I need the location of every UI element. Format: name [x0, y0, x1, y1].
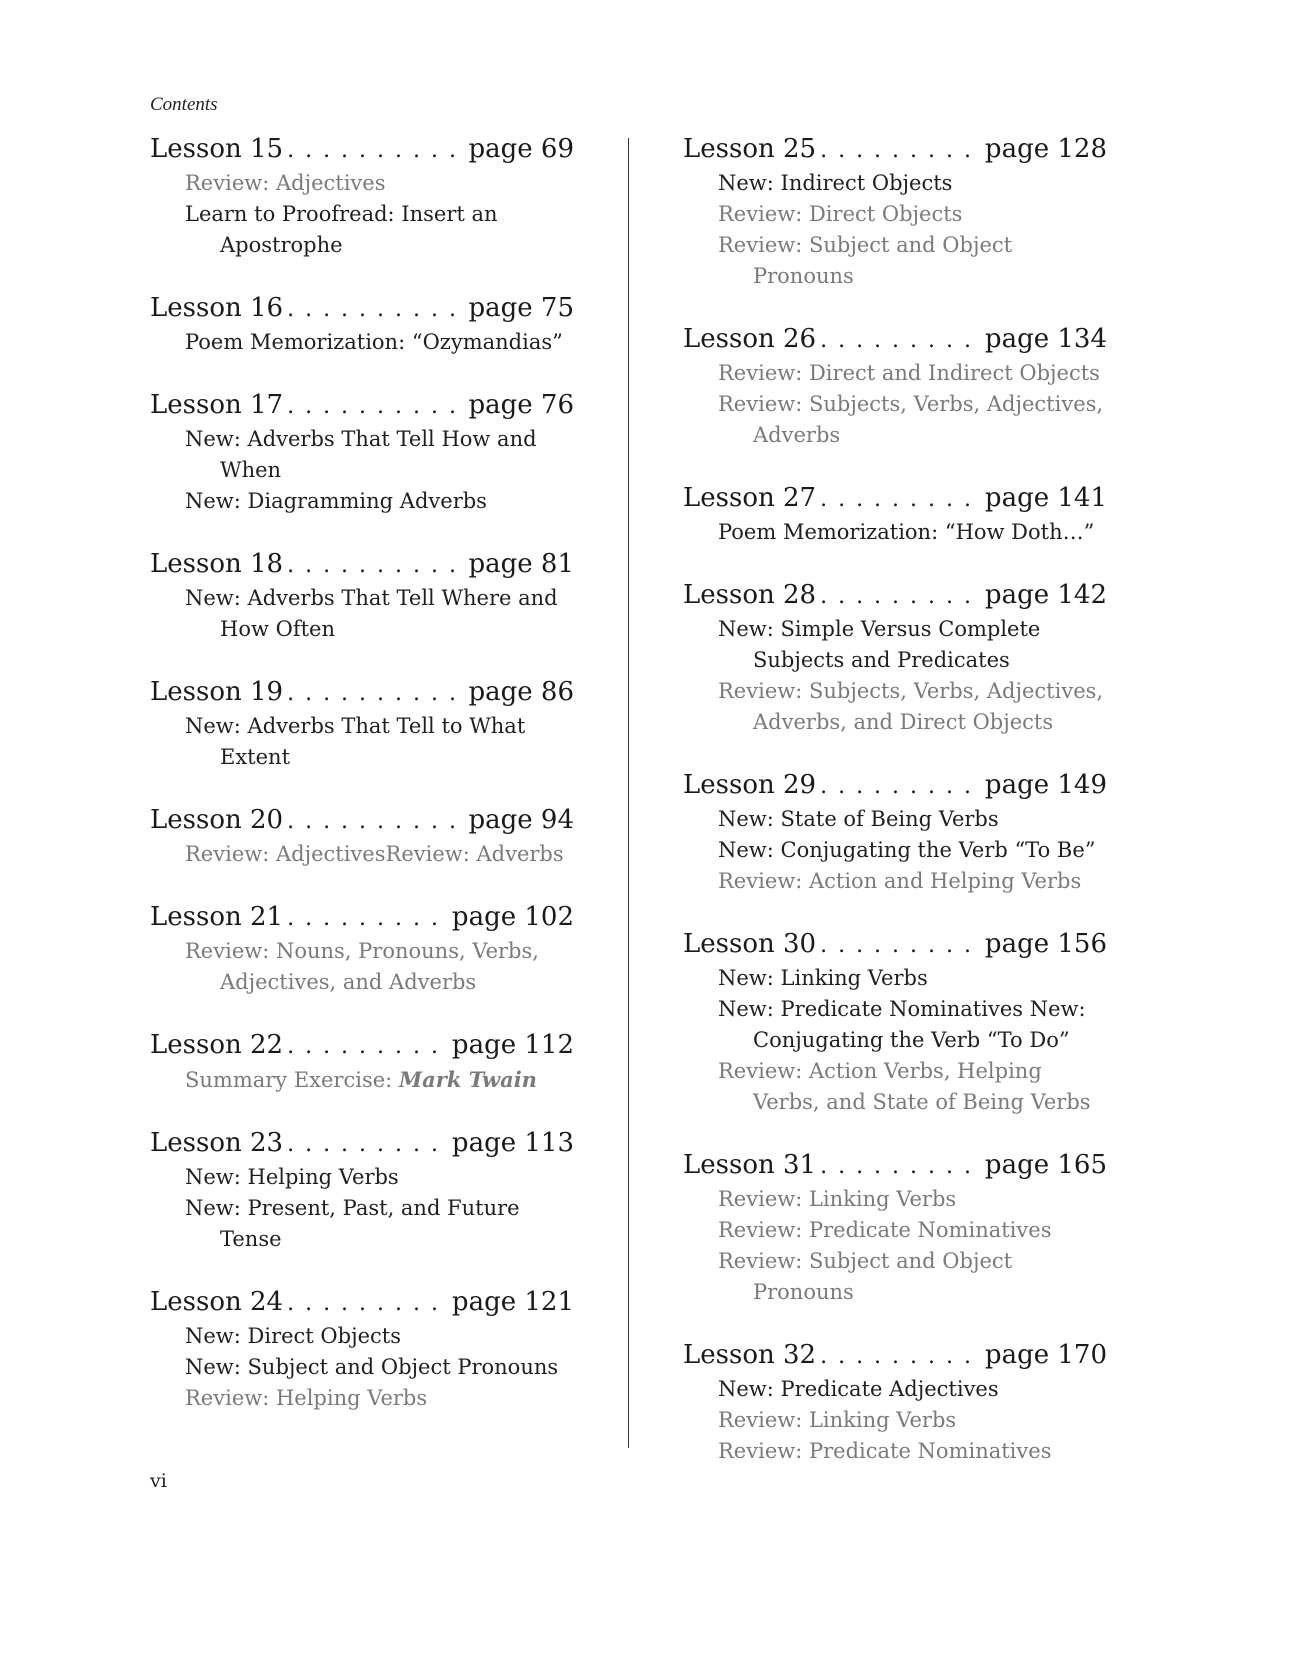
toc-entry-heading [683, 578, 1107, 614]
lesson-page-number: page 102 [451, 902, 574, 932]
toc-entry-heading [150, 132, 574, 168]
toc-subitem-text: New: Predicate Adjectives [718, 1377, 999, 1401]
toc-entry [683, 1338, 1107, 1467]
toc-entry-heading [683, 1338, 1107, 1374]
toc-subitem-text: New: Linking Verbs [718, 966, 928, 990]
toc-subitem-text: Learn to Proofread: Insert an Apostrophe [185, 202, 498, 257]
toc-subitem [683, 1184, 1107, 1215]
lesson-title: Lesson 31 [683, 1150, 817, 1180]
lesson-title: Lesson 32 [683, 1340, 817, 1370]
lesson-title: Lesson 23 [150, 1128, 284, 1158]
toc-subitem [683, 1246, 1107, 1308]
lesson-title: Lesson 20 [150, 805, 284, 835]
toc-subitem-text: Review: Linking Verbs [718, 1187, 957, 1211]
toc-subitem-text: Review: Nouns, Pronouns, Verbs, Adjectives, and Adverbs [185, 939, 539, 994]
toc-subitem-text: Review: Direct and Indirect Objects [718, 361, 1100, 385]
toc-subitem-text: Review: Subjects, Verbs, Adjectives, Adverbs [718, 392, 1104, 447]
toc-subitem [150, 936, 574, 998]
toc-left-column [150, 132, 574, 1414]
lesson-page-number: page 165 [984, 1150, 1107, 1180]
lesson-page-number: page 134 [984, 324, 1107, 354]
toc-entry-heading [150, 1285, 574, 1321]
toc-subitem [683, 835, 1107, 866]
lesson-page-number: page 141 [984, 483, 1107, 513]
toc-entry-heading [150, 803, 574, 839]
toc-subitem-text: Review: AdjectivesReview: Adverbs [185, 842, 564, 866]
toc-subitem [150, 1321, 574, 1352]
lesson-page-number: page 112 [451, 1030, 574, 1060]
toc-entry [150, 1126, 574, 1255]
toc-subitem [683, 866, 1107, 897]
toc-subitem-text: New: Adverbs That Tell Where and How Often [185, 586, 558, 641]
dot-leader [820, 483, 981, 517]
toc-subitem-text: Review: Predicate Nominatives [718, 1439, 1052, 1463]
toc-subitem-text: Review: Subjects, Verbs, Adjectives, Adverbs, and Direct Objects [718, 679, 1104, 734]
dot-leader [287, 902, 448, 936]
toc-entry [150, 1028, 574, 1096]
toc-entry [683, 1148, 1107, 1308]
toc-entry [150, 547, 574, 645]
toc-subitem-text: New: Adverbs That Tell How and When [185, 427, 537, 482]
toc-subitem-text: New: Present, Past, and Future Tense [185, 1196, 520, 1251]
dot-leader [820, 134, 981, 168]
dot-leader [820, 580, 981, 614]
toc-entry-heading [683, 927, 1107, 963]
lesson-title: Lesson 30 [683, 929, 817, 959]
toc-subitem-text: Review: Direct Objects [718, 202, 963, 226]
dot-leader [820, 1150, 981, 1184]
toc-subitem [683, 963, 1107, 994]
lesson-page-number: page 121 [451, 1287, 574, 1317]
dot-leader [287, 390, 464, 424]
lesson-title: Lesson 27 [683, 483, 817, 513]
toc-entry-heading [150, 291, 574, 327]
lesson-title: Lesson 17 [150, 390, 284, 420]
toc-subitem-text: New: Direct Objects [185, 1324, 401, 1348]
toc-subitem-text: Poem Memorization: “How Doth…” [718, 520, 1095, 544]
toc-subitem-text: Review: Predicate Nominatives [718, 1218, 1052, 1242]
toc-subitem [150, 1162, 574, 1193]
dot-leader [287, 1030, 448, 1064]
toc-entry [150, 132, 574, 261]
toc-subitem [683, 676, 1107, 738]
lesson-page-number: page 142 [984, 580, 1107, 610]
toc-entry [150, 675, 574, 773]
toc-right-column [683, 132, 1107, 1467]
toc-subitem [150, 839, 574, 870]
toc-entry-heading [150, 900, 574, 936]
toc-subitem-text: Review: Subject and Object Pronouns [718, 233, 1013, 288]
toc-entry [150, 900, 574, 998]
toc-subitem-text: Summary Exercise: [185, 1068, 399, 1092]
toc-entry-heading [683, 481, 1107, 517]
lesson-page-number: page 69 [468, 134, 574, 164]
toc-subitem-text: Review: Action Verbs, Helping Verbs, and State of Being Verbs [718, 1059, 1091, 1114]
toc-subitem [683, 804, 1107, 835]
toc-subitem [683, 389, 1107, 451]
toc-entry [683, 322, 1107, 451]
toc-subitem [683, 1405, 1107, 1436]
toc-subitem-text: New: Diagramming Adverbs [185, 489, 487, 513]
toc-subitem [683, 994, 1107, 1056]
toc-subitem [683, 230, 1107, 292]
lesson-page-number: page 86 [468, 677, 574, 707]
toc-subitem [683, 517, 1107, 548]
toc-entry [683, 132, 1107, 292]
toc-subitem [150, 199, 574, 261]
toc-entry [683, 768, 1107, 897]
lesson-title: Lesson 24 [150, 1287, 284, 1317]
toc-subitem [150, 1383, 574, 1414]
toc-subitem [683, 1436, 1107, 1467]
toc-entry-heading [150, 547, 574, 583]
toc-entry [683, 578, 1107, 738]
lesson-page-number: page 75 [468, 293, 574, 323]
toc-subitem [150, 1352, 574, 1383]
toc-subitem-text: New: Adverbs That Tell to What Extent [185, 714, 526, 769]
toc-subitem [150, 486, 574, 517]
toc-subitem [683, 199, 1107, 230]
toc-subitem-text: New: State of Being Verbs [718, 807, 999, 831]
toc-entry-heading [150, 1126, 574, 1162]
toc-subitem-text: New: Indirect Objects [718, 171, 953, 195]
toc-subitem [683, 1215, 1107, 1246]
dot-leader [287, 1287, 448, 1321]
dot-leader [820, 770, 981, 804]
lesson-title: Lesson 18 [150, 549, 284, 579]
lesson-title: Lesson 26 [683, 324, 817, 354]
dot-leader [287, 805, 464, 839]
dot-leader [287, 1128, 448, 1162]
toc-subitem-text: New: Conjugating the Verb “To Be” [718, 838, 1096, 862]
toc-subitem [683, 1056, 1107, 1118]
lesson-page-number: page 81 [468, 549, 574, 579]
toc-subitem [150, 711, 574, 773]
toc-entry-heading [683, 1148, 1107, 1184]
lesson-title: Lesson 25 [683, 134, 817, 164]
toc-entry [150, 803, 574, 870]
toc-entry [683, 927, 1107, 1118]
toc-entry-heading [150, 1028, 574, 1064]
column-divider [628, 138, 629, 1448]
toc-entry-heading [150, 388, 574, 424]
toc-entry-heading [683, 322, 1107, 358]
lesson-page-number: page 128 [984, 134, 1107, 164]
page-number: vi [150, 1470, 167, 1492]
lesson-title: Lesson 22 [150, 1030, 284, 1060]
toc-subitem-text: New: Subject and Object Pronouns [185, 1355, 559, 1379]
toc-subitem-text: Review: Linking Verbs [718, 1408, 957, 1432]
dot-leader [820, 1340, 981, 1374]
running-header: Contents [150, 94, 218, 115]
lesson-title: Lesson 16 [150, 293, 284, 323]
dot-leader [287, 677, 464, 711]
toc-entry-heading [683, 768, 1107, 804]
toc-entry [150, 388, 574, 517]
dot-leader [820, 324, 981, 358]
toc-subitem-text: Review: Adjectives [185, 171, 386, 195]
toc-subitem-emphasis: Mark Twain [398, 1067, 537, 1092]
toc-entry-heading [683, 132, 1107, 168]
lesson-page-number: page 94 [468, 805, 574, 835]
toc-entry [150, 1285, 574, 1414]
toc-entry-heading [150, 675, 574, 711]
toc-entry [150, 291, 574, 358]
toc-subitem-text: Review: Helping Verbs [185, 1386, 428, 1410]
lesson-page-number: page 76 [468, 390, 574, 420]
toc-subitem [150, 1193, 574, 1255]
toc-subitem [683, 168, 1107, 199]
toc-subitem-text: New: Simple Versus Complete Subjects and Predicates [718, 617, 1041, 672]
lesson-title: Lesson 19 [150, 677, 284, 707]
lesson-page-number: page 149 [984, 770, 1107, 800]
toc-subitem [150, 327, 574, 358]
toc-subitem-text: Review: Subject and Object Pronouns [718, 1249, 1013, 1304]
lesson-title: Lesson 29 [683, 770, 817, 800]
lesson-page-number: page 170 [984, 1340, 1107, 1370]
toc-subitem [150, 1064, 574, 1096]
dot-leader [287, 549, 464, 583]
lesson-title: Lesson 21 [150, 902, 284, 932]
toc-subitem [683, 1374, 1107, 1405]
toc-subitem [683, 614, 1107, 676]
dot-leader [820, 929, 981, 963]
dot-leader [287, 134, 464, 168]
toc-subitem [683, 358, 1107, 389]
toc-subitem-text: Poem Memorization: “Ozymandias” [185, 330, 563, 354]
lesson-page-number: page 113 [451, 1128, 574, 1158]
toc-subitem [150, 583, 574, 645]
lesson-title: Lesson 28 [683, 580, 817, 610]
toc-subitem-text: New: Predicate Nominatives New: Conjugating the Verb “To Do” [718, 997, 1086, 1052]
lesson-title: Lesson 15 [150, 134, 284, 164]
dot-leader [287, 293, 464, 327]
toc-entry [683, 481, 1107, 548]
toc-subitem-text: New: Helping Verbs [185, 1165, 399, 1189]
toc-subitem [150, 424, 574, 486]
lesson-page-number: page 156 [984, 929, 1107, 959]
toc-subitem [150, 168, 574, 199]
toc-subitem-text: Review: Action and Helping Verbs [718, 869, 1082, 893]
